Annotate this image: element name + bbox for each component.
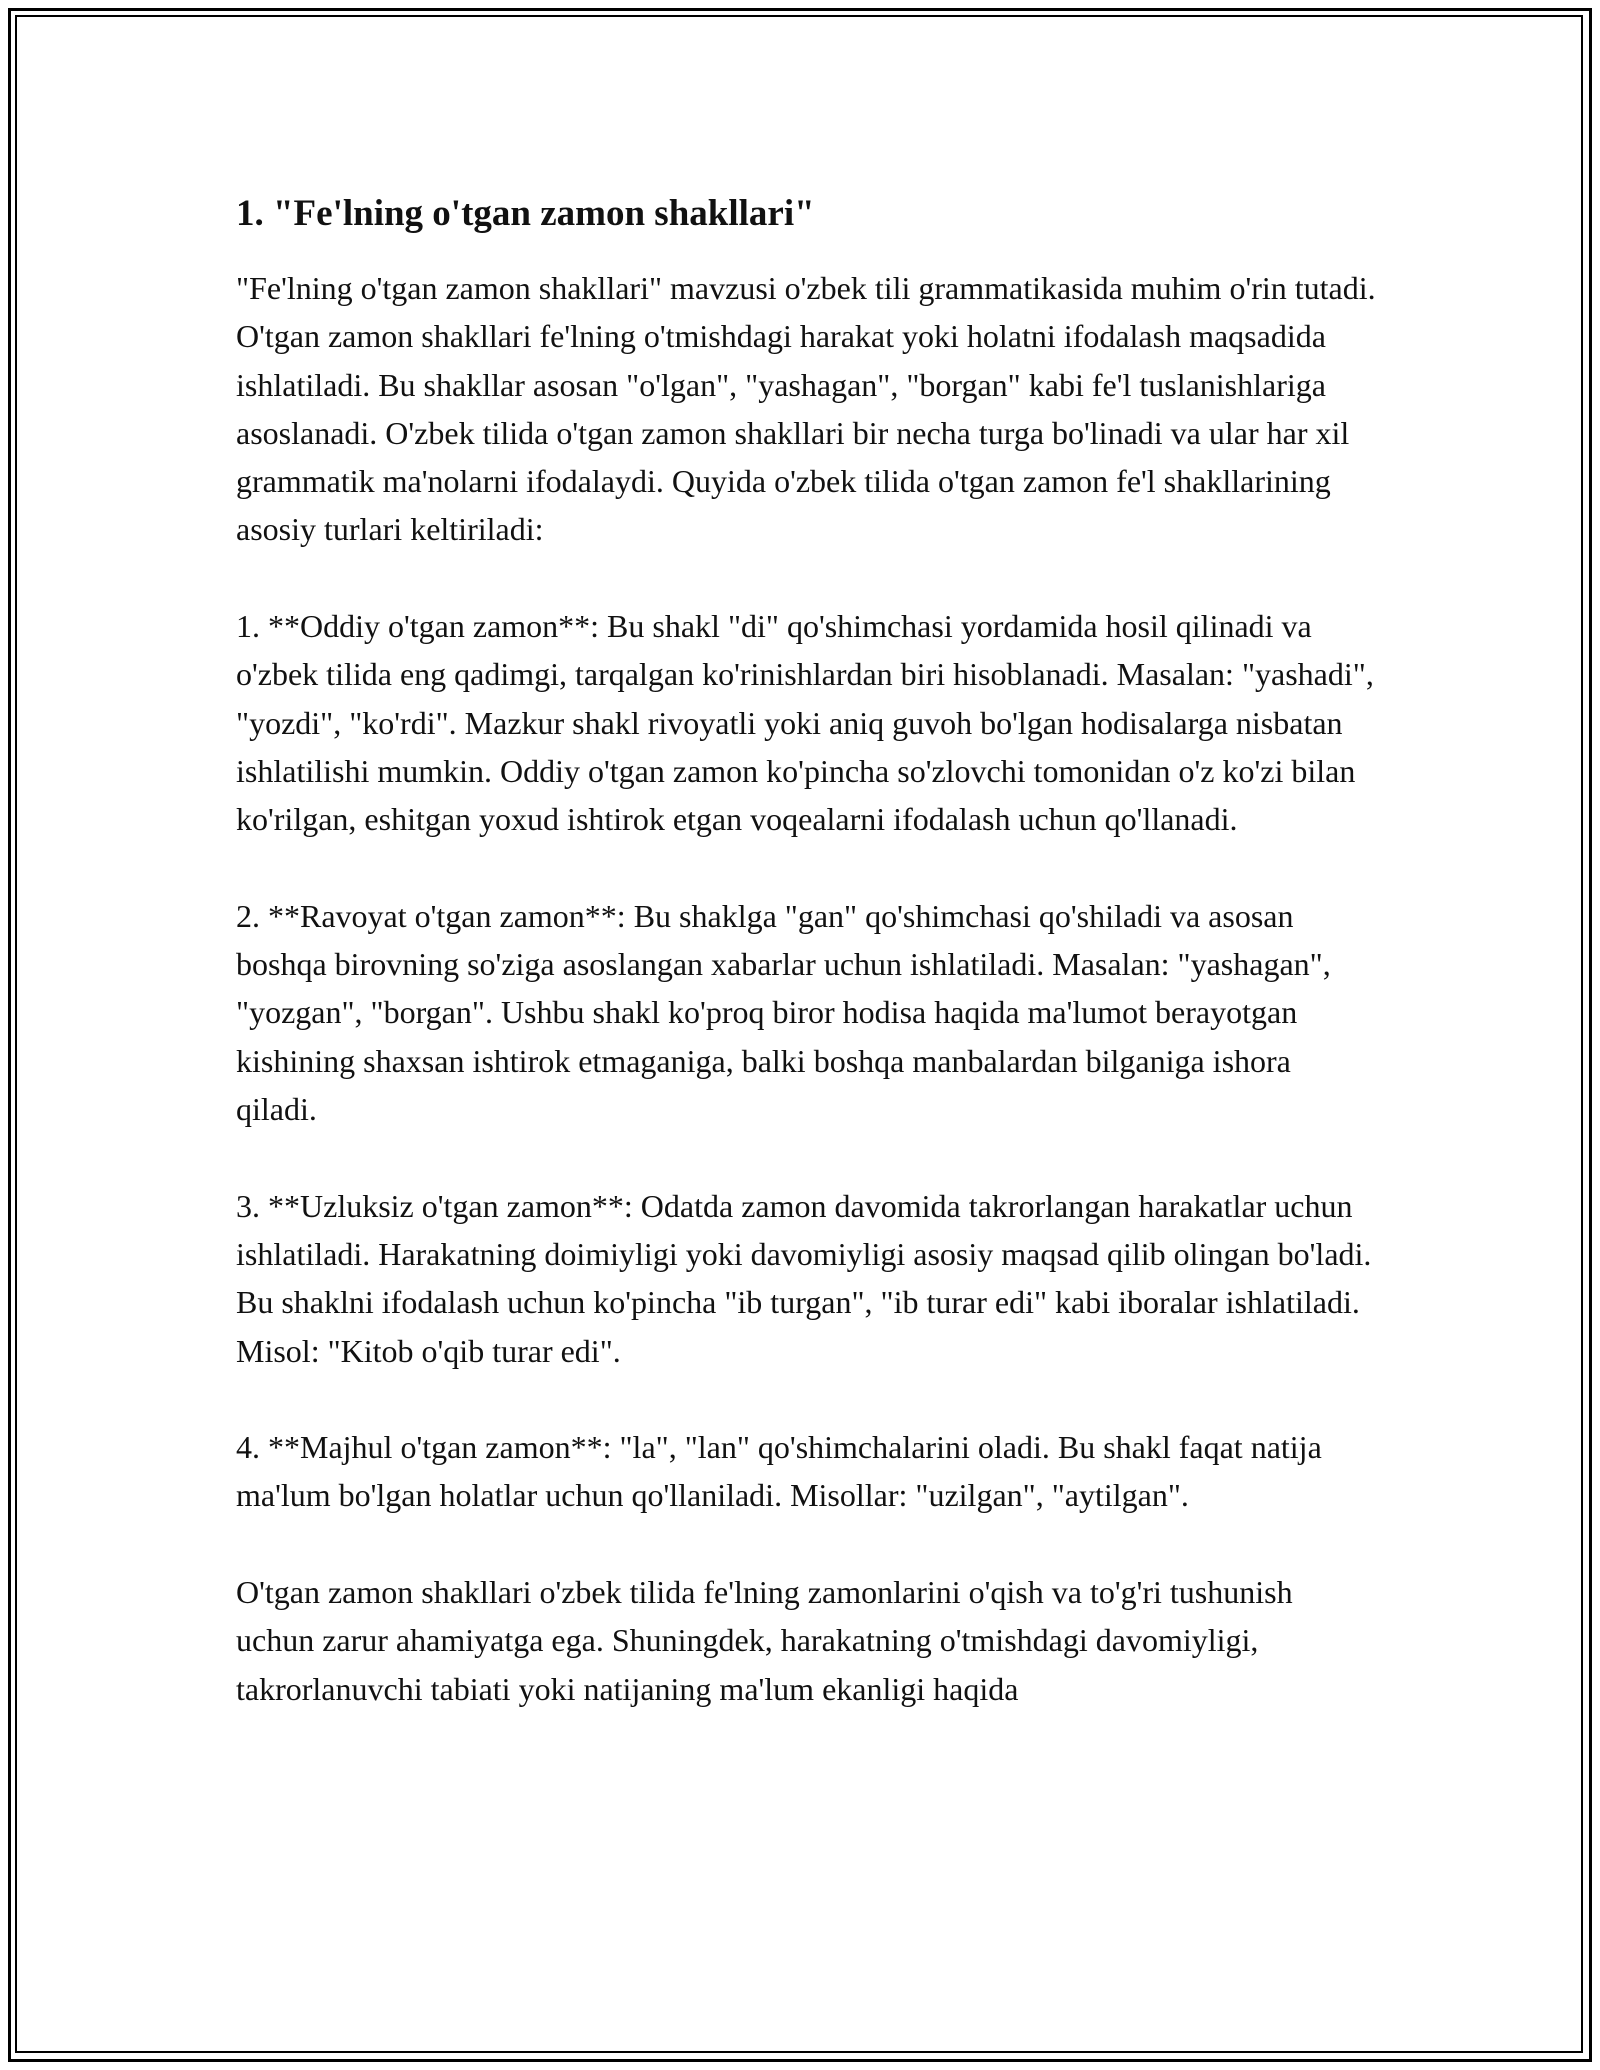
paragraph-intro: "Fe'lning o'tgan zamon shakllari" mavzusi o'zbek tili grammatikasida muhim o'rin tutadi. O'tgan zamon shakllari fe'lning o'tmishdagi harakat yoki holatni ifodalash maqsadida ishlatiladi. Bu shakllar asosan "o'lgan", "yashagan", "borgan" kabi fe'l tuslanishlariga asoslanadi. O'zbek tilida o'tgan zamon shakllari bir necha turga bo'linadi va ular har xil grammatik ma'nolarni ifodalaydi. Quyida o'zbek tilida o'tgan zamon fe'l shakllarining asosiy turlari keltiriladi: [236,270,1376,548]
document-body [236,178,1376,1713]
paragraph-item-4: 4. **Majhul o'tgan zamon**: "la", "lan" qo'shimchalarini oladi. Bu shakl faqat natija ma'lum bo'lgan holatlar uchun qo'llaniladi. Misollar: "uzilgan", "aytilgan". [236,1429,1322,1514]
paragraph-item-3: 3. **Uzluksiz o'tgan zamon**: Odatda zamon davomida takrorlangan harakatlar uchun ishlatiladi. Harakatning doimiyligi yoki davomiyligi asosiy maqsad qilib olingan bo'ladi. Bu shaklni ifodalash uchun ko'pincha "ib turgan", "ib turar edi" kabi iboralar ishlatiladi. Misol: "Kitob o'qib turar edi". [236,1187,1372,1369]
paragraph-item-2: 2. **Ravoyat o'tgan zamon**: Bu shaklga "gan" qo'shimchasi qo'shiladi va asosan boshqa birovning so'ziga asoslangan xabarlar uchun ishlatiladi. Masalan: "yashagan", "yozgan", "borgan". Ushbu shakl ko'proq biror hodisa haqida ma'lumot berayotgan kishining shaxsan ishtirok etmaganiga, balki boshqa manbalardan bilganiga ishora qiladi. [236,897,1331,1128]
paragraph-item-1: 1. **Oddiy o'tgan zamon**: Bu shakl "di" qo'shimchasi yordamida hosil qilinadi va o'zbek tilida eng qadimgi, tarqalgan ko'rinishlardan biri hisoblanadi. Masalan: "yashadi", "yozdi", "ko'rdi". Mazkur shakl rivoyatli yoki aniq guvoh bo'lgan hodisalarga nisbatan ishlatilishi mumkin. Oddiy o'tgan zamon ko'pincha so'zlovchi tomonidan o'z ko'zi bilan ko'rilgan, eshitgan yoxud ishtirok etgan voqealarni ifodalash uchun qo'llanadi. [236,608,1374,838]
document-title: 1. "Fe'lning o'tgan zamon shakllari" [236,193,815,234]
paragraph-conclusion: O'tgan zamon shakllari o'zbek tilida fe'lning zamonlarini o'qish va to'g'ri tushunish uchun zarur ahamiyatga ega. Shuningdek, harakatning o'tmishdagi davomiyligi, takrorlanuvchi tabiati yoki natijaning ma'lum ekanligi haqida [236,1574,1293,1707]
